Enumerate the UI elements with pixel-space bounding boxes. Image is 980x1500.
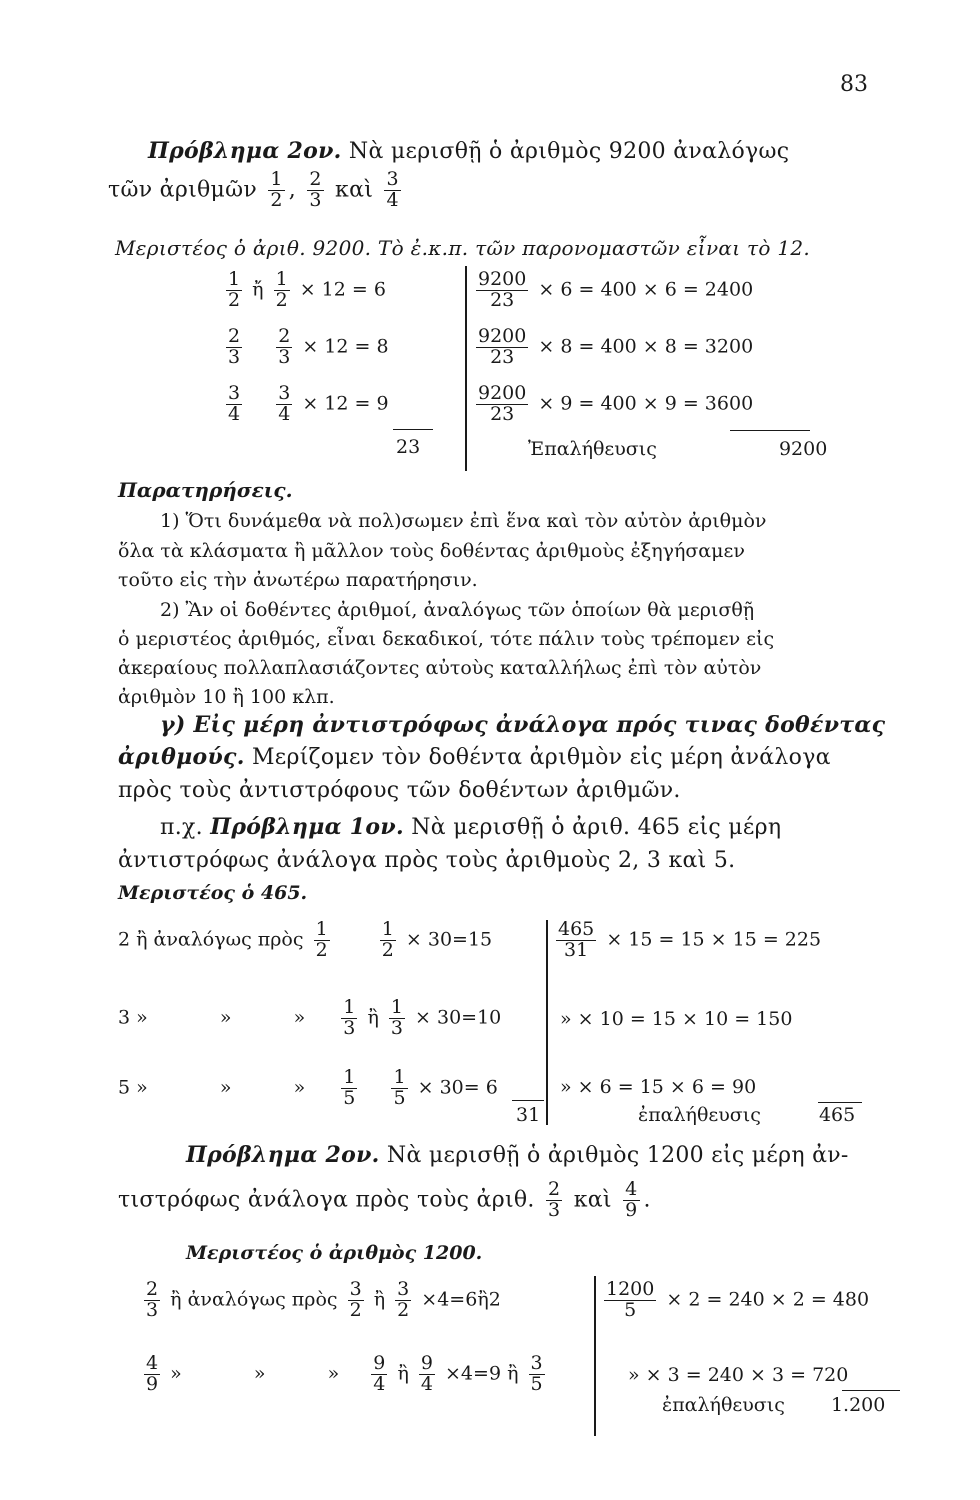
divisor-line: Μεριστέος ὁ 465. xyxy=(118,882,308,904)
fraction: $\frac{3}{4}$ xyxy=(228,382,241,425)
text: καὶ xyxy=(335,177,374,203)
calc-c-left-row-1: $\frac{2}{3}$ ἢ ἀναλόγως πρὸς $\frac{3}{2}$ ἢ $\frac{3}{2}$ ×4=6ἢ2 xyxy=(146,1278,501,1321)
remark-1-line-3: τοῦτο εἰς τὴν ἀνωτέρω παρατήρησιν. xyxy=(118,569,478,591)
calc-b-right-row-2: » × 10 = 15 × 10 = 150 xyxy=(560,1008,793,1030)
problem-2a-statement xyxy=(148,138,789,164)
calc-a-right-row-3: $\frac{9200}{23}$ × 9 = 400 × 9 = 3600 xyxy=(478,382,754,425)
fraction: $\frac{1}{3}$ xyxy=(343,996,356,1039)
calc-a-verify: Ἐπαλήθευσις 9200 xyxy=(528,438,828,460)
fraction: $\frac{3}{2}$ xyxy=(397,1278,410,1321)
problem-2a-numbers: τῶν ἀριθμῶν $\frac{1}{2}$ , $\frac{2}{3}$ καὶ $\frac{3}{4}$ xyxy=(108,168,399,211)
calc-b-verify: ἐπαλήθευσις 465 xyxy=(638,1104,856,1126)
calc-b-left-row-1: 2 ἢ ἀναλόγως πρὸς $\frac{1}{2}$ $\frac{1}{2}$ × 30=15 xyxy=(118,918,493,961)
calc-a-sum: 23 xyxy=(396,436,421,458)
fraction: $\frac{1}{5}$ xyxy=(343,1066,356,1109)
divisor-line: Μεριστέος ὁ ἀριθμὸς 1200. xyxy=(186,1242,483,1264)
fraction: $\frac{2}{3}$ xyxy=(146,1278,159,1321)
calc-a-left-row-3: $\frac{3}{4}$ $\frac{3}{4}$ × 12 = 9 xyxy=(228,382,389,425)
fraction: $\frac{2}{3}$ xyxy=(278,325,291,368)
remark-1-line-1: 1) Ὅτι δυνάμεθα νὰ πολ)σωμεν ἐπὶ ἕνα καὶ τὸν αὐτὸν ἀριθμὸν xyxy=(160,510,767,532)
divisor-line: Μεριστέος ὁ ἀριθ. 9200. Τὸ ἐ.κ.π. τῶν παρονομαστῶν εἶναι τὸ 12. xyxy=(115,236,811,260)
fraction: $\frac{9}{4}$ xyxy=(420,1352,433,1395)
fraction: $\frac{4}{9}$ xyxy=(146,1352,159,1395)
calc-b-right-row-3: » × 6 = 15 × 6 = 90 xyxy=(560,1076,757,1098)
fraction: $\frac{1}{2}$ xyxy=(315,918,328,961)
calc-a-right-row-2: $\frac{9200}{23}$ × 8 = 400 × 8 = 3200 xyxy=(478,325,754,368)
fraction: $\frac{1}{3}$ xyxy=(390,996,403,1039)
fraction: $\frac{1}{2}$ xyxy=(270,168,283,211)
remarks-title: Παρατηρήσεις. xyxy=(118,478,293,502)
text: τῶν ἀριθμῶν xyxy=(108,177,258,203)
fraction: $\frac{1}{2}$ xyxy=(381,918,394,961)
fraction: $\frac{4}{9}$ xyxy=(625,1178,638,1221)
fraction: $\frac{2}{3}$ xyxy=(309,168,322,211)
remark-2-line-1: 2) Ἂν οἱ δοθέντες ἀριθμοί, ἀναλόγως τῶν ὁποίων θὰ μερισθῇ xyxy=(160,599,755,621)
calc-c-left-row-2: $\frac{4}{9}$ » » » $\frac{9}{4}$ ἢ $\frac{9}{4}$ ×4=9 ἢ $\frac{3}{5}$ xyxy=(146,1352,543,1395)
calc-b-left-row-3: 5 » » » $\frac{1}{5}$ $\frac{1}{5}$ × 30= 6 xyxy=(118,1066,498,1109)
fraction: $\frac{1}{2}$ xyxy=(275,268,288,311)
fraction: $\frac{1}{2}$ xyxy=(228,268,241,311)
remark-2-line-4: ἀριθμὸν 10 ἢ 100 κλπ. xyxy=(118,686,335,708)
fraction: $\frac{9}{4}$ xyxy=(373,1352,386,1395)
remark-2-line-3: ἀκεραίους πολλαπλασιάζοντες αὐτοὺς καταλλήλως ἐπὶ τὸν αὐτὸν xyxy=(118,657,762,679)
fraction: $\frac{9200}{23}$ xyxy=(478,382,527,425)
fraction: $\frac{3}{5}$ xyxy=(530,1352,543,1395)
section-g-line-3: πρὸς τοὺς ἀντιστρόφους τῶν δοθέντων ἀριθμῶν. xyxy=(118,778,681,803)
fraction: $\frac{1}{5}$ xyxy=(393,1066,406,1109)
fraction: $\frac{1200}{5}$ xyxy=(606,1278,655,1321)
fraction: $\frac{3}{4}$ xyxy=(386,168,399,211)
calc-c-right-row-1: $\frac{1200}{5}$ × 2 = 240 × 2 = 480 xyxy=(606,1278,870,1321)
fraction: $\frac{465}{31}$ xyxy=(558,918,595,961)
calc-b-right-row-1: $\frac{465}{31}$ × 15 = 15 × 15 = 225 xyxy=(558,918,822,961)
remark-1-line-2: ὅλα τὰ κλάσματα ἢ μᾶλλον τοὺς δοθέντας ἀριθμοὺς ἐξηγήσαμεν xyxy=(118,540,745,562)
calc-c-right-row-2: » × 3 = 240 × 3 = 720 xyxy=(628,1364,849,1386)
problem-text: Νὰ μερισθῇ ὁ ἀριθμὸς 9200 ἀναλόγως xyxy=(348,139,790,164)
section-g-heading: γ) Εἰς μέρη ἀντιστρόφως ἀνάλογα πρός τινας δοθέντας xyxy=(160,712,886,738)
calc-a-left-row-1: $\frac{1}{2}$ ἤ $\frac{1}{2}$ × 12 = 6 xyxy=(228,268,386,311)
problem-title: Πρόβλημα 2ον. xyxy=(148,138,342,164)
problem-1-statement: π.χ. Πρόβλημα 1ον. Νὰ μερισθῇ ὁ ἀριθ. 465 εἰς μέρη xyxy=(160,814,782,840)
remark-2-line-2: ὁ μεριστέος ἀριθμός, εἶναι δεκαδικοί, τότε πάλιν τοὺς τρέπομεν εἰς xyxy=(118,628,775,650)
problem-1-line-2: ἀντιστρόφως ἀνάλογα πρὸς τοὺς ἀριθμοὺς 2, 3 καὶ 5. xyxy=(118,848,736,873)
fraction: $\frac{3}{4}$ xyxy=(278,382,291,425)
calc-b-sum: 31 xyxy=(516,1104,541,1126)
section-g-line-2: ἀριθμούς. Μερίζομεν τὸν δοθέντα ἀριθμὸν εἰς μέρη ἀνάλογα xyxy=(118,744,831,770)
fraction: $\frac{9200}{23}$ xyxy=(478,325,527,368)
calc-b-left-row-2: 3 » » » $\frac{1}{3}$ ἢ $\frac{1}{3}$ × 30=10 xyxy=(118,996,502,1039)
fraction: $\frac{2}{3}$ xyxy=(548,1178,561,1221)
calc-a-right-row-1: $\frac{9200}{23}$ × 6 = 400 × 6 = 2400 xyxy=(478,268,754,311)
calc-c-verify: ἐπαλήθευσις 1.200 xyxy=(662,1394,886,1416)
problem-2b-statement: Πρόβλημα 2ον. Νὰ μερισθῇ ὁ ἀριθμὸς 1200 εἰς μέρη ἀν- xyxy=(186,1142,849,1168)
fraction: $\frac{2}{3}$ xyxy=(228,325,241,368)
fraction: $\frac{3}{2}$ xyxy=(349,1278,362,1321)
calc-a-left-row-2: $\frac{2}{3}$ $\frac{2}{3}$ × 12 = 8 xyxy=(228,325,389,368)
fraction: $\frac{9200}{23}$ xyxy=(478,268,527,311)
problem-2b-line-2: τιστρόφως ἀνάλογα πρὸς τοὺς ἀριθ. $\frac{2}{3}$ καὶ $\frac{4}{9}$ . xyxy=(118,1178,651,1221)
page-number: 83 xyxy=(840,72,868,97)
